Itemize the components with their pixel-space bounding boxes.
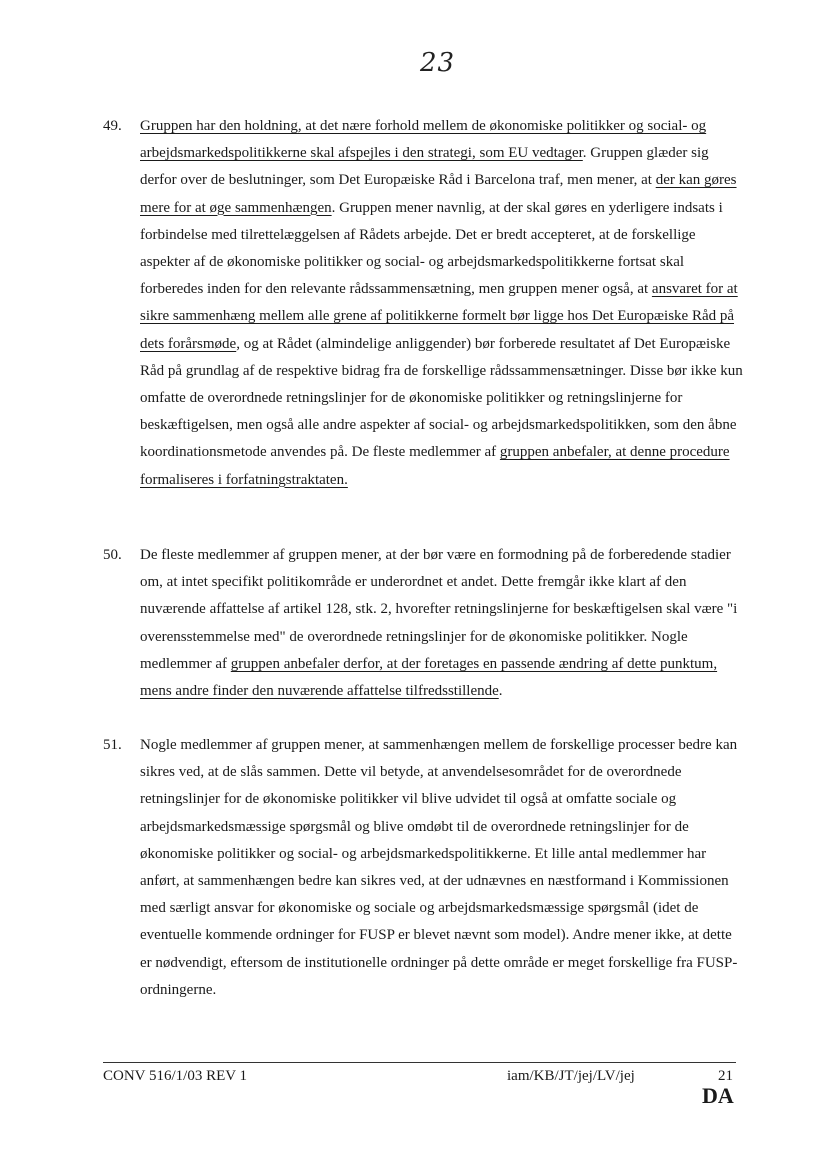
page-number: 21	[718, 1068, 733, 1084]
language-code: DA	[702, 1083, 734, 1108]
text-segment-underlined: gruppen anbefaler derfor, at der foretages en passende ændring af dette punktum, mens andre finder den nuværende affattelse tilfredsstillende	[140, 655, 718, 700]
text-segment-underlined: Gruppen har den holdning, at det nære forhold mellem de økonomiske politikker og social- og arbejdsmarkedspolitikkerne skal afspejles i den strategi, som EU vedtager	[140, 118, 707, 162]
paragraph-49	[103, 113, 743, 494]
text-segment: Nogle medlemmer af gruppen mener, at sammenhængen mellem de forskellige processer bedre kan sikres ved, at de slås sammen. Dette vil betyde, at anvendelsesområdet for de overordnede retningslinjer for de økonomiske politikker vil blive udvidet til også at omfatte sociale og arbejdsmarkedsmæssige spørgsmål og blive omdøbt til de overordnede retningslinjer for de økonomiske politikker og social- og arbejdsmarkedspolitikkerne. Et lille antal medlemmer har anført, at sammenhængen bedre kan sikres ved, at der udnævnes en næstformand i Kommissionen med særligt ansvar for økonomiske og sociale og arbejdsmarkedsmæssige spørgsmål (idet de eventuelle kommende ordninger for FUSP er blevet nævnt som model). Andre mener ikke, at dette er nødvendigt, eftersom de institutionelle ordninger på dette område er meget forskellige fra FUSP-ordningerne.	[140, 737, 738, 998]
document-reference: CONV 516/1/03 REV 1	[103, 1068, 248, 1084]
paragraph-number: 51.	[103, 737, 122, 753]
text-segment: , og at Rådet (almindelige anliggender) bør forberede resultatet af Det Europæiske Råd på grundlag af de respektive bidrag fra de forskellige rådssammensætninger. Disse bør ikke kun omfatte de overordnede retningslinjer for de økonomiske politikker og retningslinjerne for beskæftigelsen, men også alle andre aspekter af social- og arbejdsmarkedspolitikken, som den åbne koordinationsmetode anvendes på. De fleste medlemmer af	[140, 335, 743, 461]
author-initials: iam/KB/JT/jej/LV/jej	[507, 1068, 635, 1084]
footer-divider	[103, 1062, 736, 1063]
text-segment-underlined: gruppen anbefaler, at denne procedure formaliseres i forfatningstraktaten.	[140, 444, 730, 488]
paragraph-51	[103, 732, 743, 1004]
text-segment: .	[498, 683, 503, 700]
text-segment: De fleste medlemmer af gruppen mener, at der bør være en formodning på de forberedende stadier om, at intet specifikt politikområde er underordnet et andet. Dette fremgår ikke klart af den nuværende affattelse af artikel 128, stk. 2, hvorefter retningslinjerne for beskæftigelsen skal være "i overensstemmelse med" de overordnede retningslinjer for de økonomiske politikker. Nogle medlemmer af	[140, 547, 738, 672]
paragraph-text	[140, 542, 743, 705]
paragraph-text	[140, 732, 743, 1004]
paragraph-number: 50.	[103, 547, 122, 563]
text-segment: . Gruppen glæder sig derfor over de beslutninger, som Det Europæiske Råd i Barcelona traf, men mener, at	[140, 145, 709, 189]
paragraph-text	[140, 113, 743, 494]
text-segment: . Gruppen mener navnlig, at der skal gøres en yderligere indsats i forbindelse med tilrettelæggelsen af Rådets arbejde. Det er bredt accepteret, at de forskellige aspekter af de økonomiske politikker og social- og arbejdsmarkedspolitikkerne fortsat skal forberedes inden for den relevante rådssammensætning, men gruppen mener også, at	[140, 199, 723, 298]
text-segment-underlined: ansvaret for at sikre sammenhæng mellem alle grene af politikkerne formelt bør ligge hos Det Europæiske Råd på dets forårsmøde	[140, 281, 738, 352]
paragraph-50	[103, 542, 743, 705]
handwritten-page-mark: 23	[420, 48, 456, 78]
paragraph-number: 49.	[103, 118, 122, 134]
text-segment-underlined: der kan gøres mere for at øge sammenhængen	[140, 172, 737, 216]
